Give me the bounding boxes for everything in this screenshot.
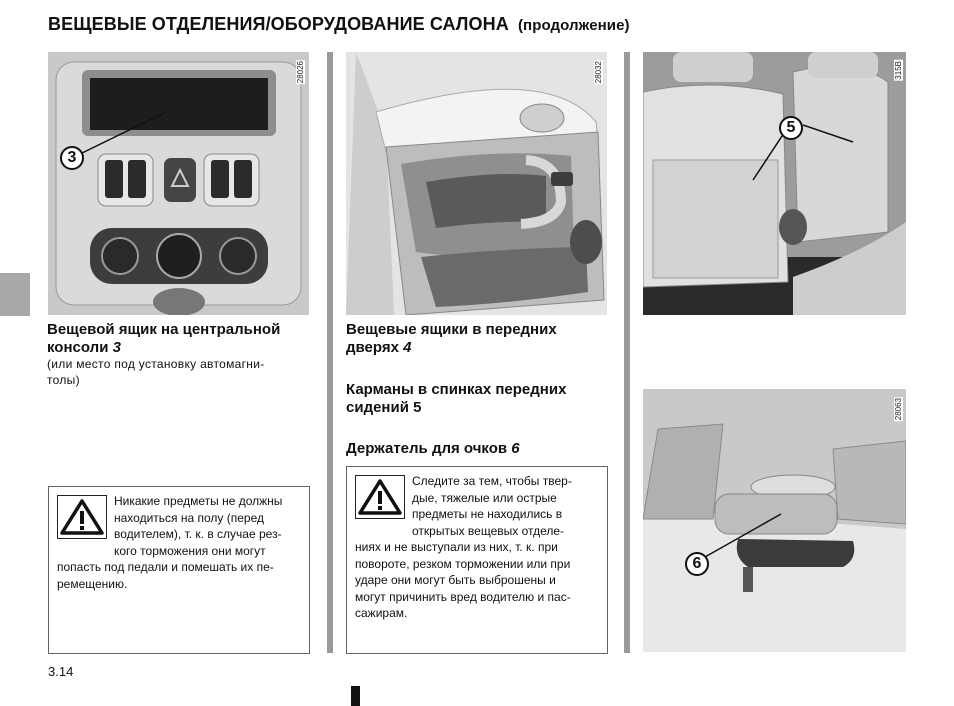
callout-3: 3 <box>60 146 84 170</box>
column-divider-2 <box>624 52 630 653</box>
door-storage-heading: Вещевые ящики в передних дверях 4 <box>346 321 557 356</box>
warning-icon <box>57 495 107 539</box>
figure-code: 28026 <box>296 61 305 84</box>
seats-illustration <box>643 52 906 315</box>
door-illustration <box>346 52 607 315</box>
page-title-text: ВЕЩЕВЫЕ ОТДЕЛЕНИЯ/ОБОРУДОВАНИЕ САЛОНА <box>48 14 509 34</box>
figure-code: 315B <box>894 61 903 80</box>
glasses-holder-heading: Держатель для очков 6 <box>346 440 520 457</box>
column-divider-1 <box>327 52 333 653</box>
seat-pockets-heading: Карманы в спинках передних сидений 5 <box>346 381 567 416</box>
note-line: (или место под установку автомагни- <box>47 357 265 371</box>
warning-box-left <box>48 486 310 654</box>
warning-text-full: попасть под педали и помешать их пе- ремещению. <box>57 560 274 591</box>
figure-code: 28032 <box>594 61 603 84</box>
console-illustration <box>48 52 309 315</box>
callout-5: 5 <box>779 116 803 140</box>
warning-icon <box>355 475 405 519</box>
figure-code: 28063 <box>894 398 903 421</box>
warning-text-full: ниях и не выступали из них, т. к. при повороте, резком торможении или при ударе они могут быть выброшены и могут причинить вред водителю и пас- сажирам. <box>355 540 571 620</box>
page-title <box>48 14 630 35</box>
console-storage-heading: Вещевой ящик на центральной консоли 3 <box>47 321 281 356</box>
note-line: толы) <box>47 373 80 387</box>
warning-box-middle <box>346 466 608 654</box>
warning-text-indented: Никакие предметы не должны находиться на полу (перед водителем), т. к. в случае рез- кого торможения они могут <box>114 494 283 558</box>
ceiling-illustration <box>643 389 906 652</box>
page-title-suffix: (продолжение) <box>517 17 630 34</box>
console-photo <box>48 52 309 315</box>
door-photo <box>346 52 607 315</box>
warning-text-indented: Следите за тем, чтобы твер- дые, тяжелые или острые предметы не находились в открытых вещевых отделе- <box>412 474 572 538</box>
page-edge-mark <box>351 686 360 706</box>
section-tab <box>0 273 30 316</box>
page-number: 3.14 <box>48 664 74 679</box>
ceiling-photo <box>643 389 906 652</box>
console-storage-note <box>47 356 309 388</box>
seats-photo <box>643 52 906 315</box>
callout-6: 6 <box>685 552 709 576</box>
